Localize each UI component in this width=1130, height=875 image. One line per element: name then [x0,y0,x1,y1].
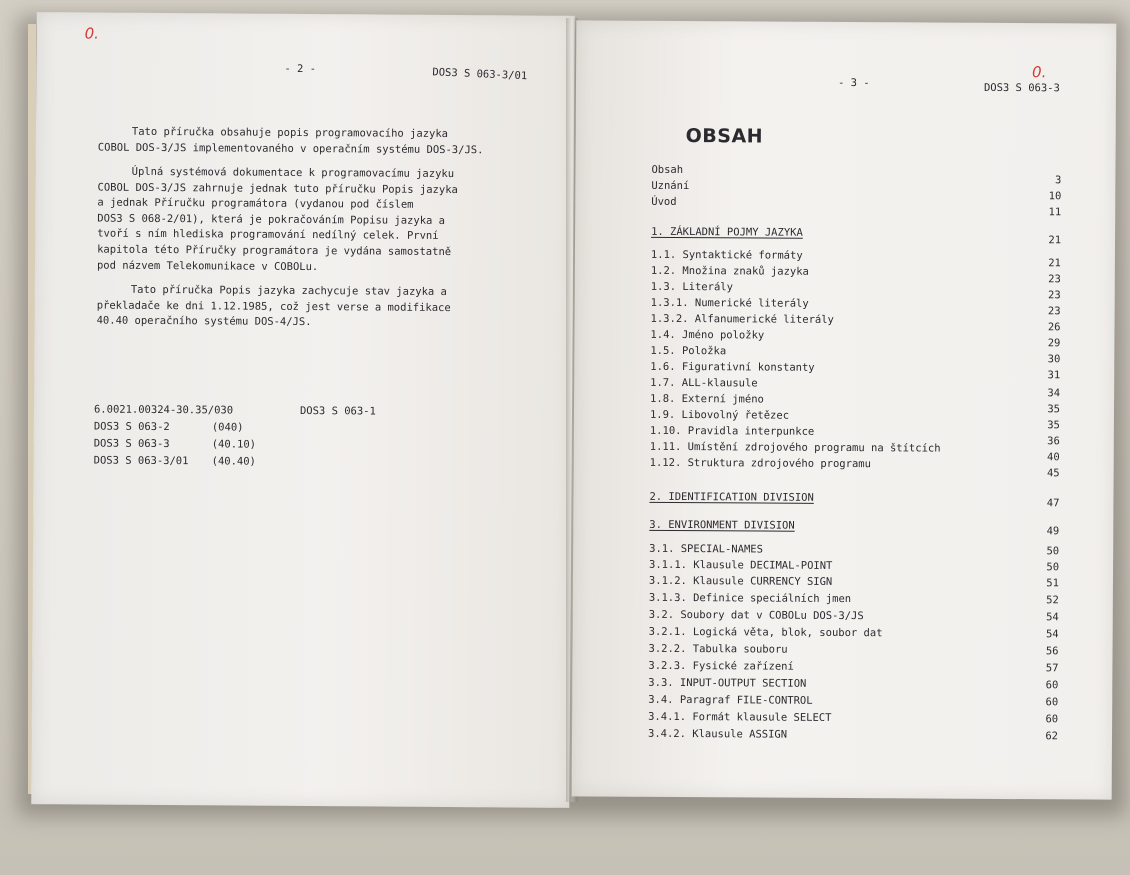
left-page-number: - 2 - [284,62,317,76]
version-doc: DOS3 S 063-3/01 [93,454,189,468]
text-line: COBOL DOS-3/JS implementovaného v operačním systému DOS-3/JS. [97,141,484,156]
toc-chapter [651,225,1062,247]
toc-item-page: 35 [1047,403,1061,416]
toc-item-label: Uznání [651,179,690,193]
toc-item [649,574,1059,591]
toc-item-label: 1.3. Literály [650,280,733,294]
toc-item-label: 3.1.3. Definice speciálních jmen [648,591,852,606]
toc-item-label: 1.2. Množina znaků jazyka [650,264,809,278]
toc-item-page: 50 [1046,561,1060,574]
toc-item-page: 54 [1045,628,1059,641]
toc-item [650,328,1061,350]
toc-title: OBSAH [685,125,764,148]
version-doc: DOS3 S 063-3 [93,437,170,451]
toc-item [650,296,1061,318]
toc-chapter-label: 2. IDENTIFICATION DIVISION [649,490,814,504]
toc-chapter-label: 1. ZÁKLADNÍ POJMY JAZYKA [651,225,803,239]
toc-item-label: 3.4.2. Klausule ASSIGN [647,727,788,741]
toc-item-label: 1.7. ALL-klausule [650,376,758,390]
toc-item [649,542,1059,559]
toc-item-page: 36 [1047,435,1060,448]
toc-item [650,264,1061,286]
toc-item-page: 30 [1047,353,1061,366]
toc-item [648,693,1058,710]
toc-item-page: 21 [1048,257,1061,270]
toc-item [648,676,1058,693]
state-paragraph [97,283,451,332]
intro-paragraph [98,125,484,159]
left-corner-mark: 0. [84,24,99,43]
toc-item [651,195,1062,219]
toc-item-page: 23 [1048,289,1061,302]
toc-item-label: 3.1. SPECIAL-NAMES [649,542,763,556]
toc-item-page: 56 [1045,645,1059,658]
toc-item-label: 3.4. Paragraf FILE-CONTROL [648,693,813,707]
right-corner-mark: 0. [1032,63,1047,82]
toc-item [650,312,1061,334]
documentation-paragraph [97,165,458,277]
toc-item-label: 1.1. Syntaktické formáty [650,248,803,262]
toc-item-page: 35 [1047,419,1060,432]
right-page-number: - 3 - [837,76,870,90]
toc-item-page: 31 [1047,369,1061,382]
toc-item-page: 23 [1048,273,1061,286]
toc-item [648,659,1058,676]
toc-item [650,280,1061,302]
toc-item-label: 1.8. Externí jméno [650,392,764,406]
toc-item-page: 11 [1048,206,1062,219]
text-line: 40.40 operačního systému DOS-4/JS. [96,314,312,329]
text-line: kapitola této Příručky programátora je vydána samostatně [97,243,452,258]
toc-item [648,727,1058,744]
toc-item-page: 57 [1045,662,1059,675]
toc-item [650,360,1061,382]
toc-item-label: Úvod [651,195,677,208]
toc-item-label: 3.4.1. Formát klausule SELECT [648,710,832,724]
version-number: (40.40) [211,455,256,468]
toc-item-page: 3 [1055,174,1062,187]
text-line: Tato příručka obsahuje popis programovacího jazyka [131,125,449,141]
toc-item-label: 1.11. Umístění zdrojového programu na štítcích [649,440,941,455]
toc-item-page: 10 [1048,190,1062,203]
toc-item-label: 3.3. INPUT-OUTPUT SECTION [648,676,807,690]
text-line: DOS3 S 068-2/01), která je pokračováním Popisu jazyka a [97,212,446,227]
toc-item-page: 21 [1048,234,1062,247]
text-line: a jednak Příručku programátora (vydanou pod číslem [97,196,414,211]
left-doc-code: DOS3 S 063-3/01 [432,66,528,83]
toc-item-page: 23 [1047,305,1061,318]
toc-item-label: 3.2. Soubory dat v COBOLu DOS-3/JS [648,608,864,623]
text-line: Úplná systémová dokumentace k programovacímu jazyku [131,165,455,181]
toc-item-label: 1.6. Figurativní konstanty [650,360,815,374]
toc-item-label: 3.2.3. Fysické zařízení [648,659,794,673]
left-page [31,12,575,808]
toc-chapter-label: 3. ENVIRONMENT DIVISION [649,518,795,532]
registry-code: 6.0021.00324-30.35/030 [93,403,234,417]
toc-item-label: 3.2.1. Logická věta, blok, soubor dat [648,625,883,640]
toc-item [650,344,1061,366]
toc-item-page: 50 [1046,545,1060,558]
toc-item-label: 1.12. Struktura zdrojového programu [649,456,871,471]
text-line: tvoří s ním hlediska programování nedílný celek. První [97,227,439,243]
toc-item-page: 45 [1046,467,1060,480]
right-doc-code: DOS3 S 063-3 [983,81,1060,95]
toc-item-page: 60 [1045,713,1059,726]
toc-item-label: 1.9. Libovolný řetězec [649,408,790,422]
toc-item-page: 60 [1045,679,1059,692]
toc-item-label: 3.1.2. Klausule CURRENCY SIGN [648,574,833,588]
toc-item-page: 49 [1046,525,1060,538]
toc-item-page: 29 [1047,337,1061,350]
version-number: (40.10) [211,438,257,451]
text-line: Tato příručka Popis jazyka zachycuje stav jazyka a [130,283,447,299]
toc-item-page: 62 [1045,730,1059,743]
toc-item-label: 1.10. Pravidla interpunkce [649,424,815,438]
toc-item-label: 3.1.1. Klausule DECIMAL-POINT [649,558,833,572]
registry-doc: DOS3 S 063-1 [299,404,376,418]
right-page [572,20,1117,799]
toc-item-label: 1.4. Jméno položky [650,328,765,342]
toc-item [648,710,1058,727]
toc-item [649,625,1059,642]
toc-item-page: 34 [1047,387,1061,400]
text-line: překladače ke dni 1.12.1985, což jest verse a modifikace [96,299,451,314]
toc-item-label: 3.2.2. Tabulka souboru [648,642,788,656]
text-line: COBOL DOS-3/JS zahrnuje jednak tuto příručku Popis jazyka [97,181,458,196]
toc-item [650,248,1061,270]
toc-item-page: 60 [1045,696,1059,709]
toc-item [649,608,1059,625]
toc-item [649,456,1060,480]
toc-item [649,558,1059,575]
toc-item-page: 52 [1046,594,1059,607]
version-doc: DOS3 S 063-2 [93,420,170,434]
toc-item-label: 1.5. Položka [650,344,727,358]
toc-item [649,591,1059,608]
toc-item-page: 51 [1046,577,1059,590]
toc-item-page: 54 [1046,611,1059,624]
toc-item-label: 1.3.1. Numerické literály [650,296,809,310]
toc-chapter [649,518,1060,538]
version-number: (040) [211,421,244,434]
toc-item-page: 40 [1047,451,1060,464]
toc-item-page: 26 [1047,321,1061,334]
text-line: pod názvem Telekomunikace v COBOLu. [96,259,319,273]
toc-chapter [649,490,1060,510]
toc-item-page: 47 [1046,497,1060,510]
toc-item [648,642,1058,659]
toc-item-label: Obsah [651,163,684,177]
toc-item-label: 1.3.2. Alfanumerické literály [650,312,834,326]
